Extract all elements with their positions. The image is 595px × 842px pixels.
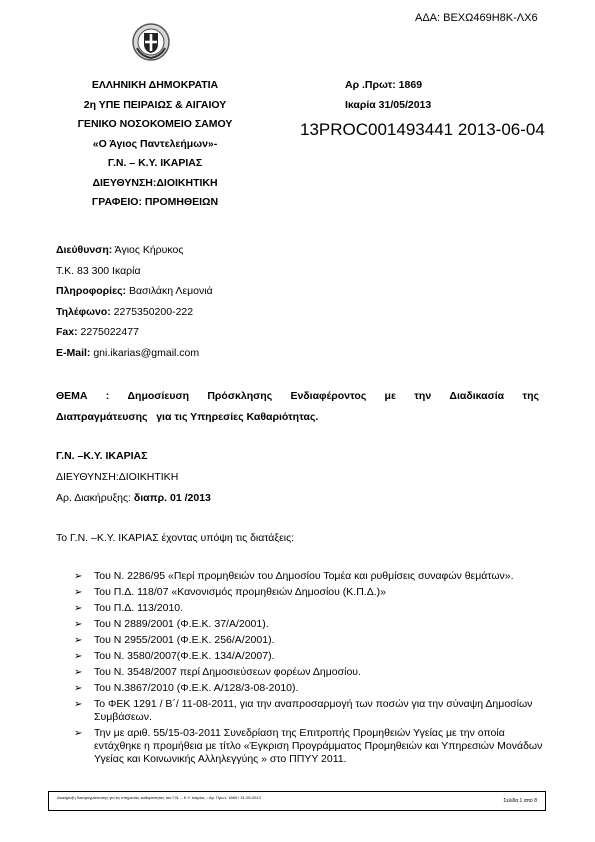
page-footer: [48, 791, 546, 811]
arrow-bullet-icon: ➢: [74, 635, 83, 646]
arrow-bullet-icon: ➢: [74, 603, 83, 614]
list-item: [74, 666, 544, 679]
fax-label: Fax:: [56, 326, 78, 339]
notice-value: διαπρ. 01 /2013: [130, 492, 211, 504]
address-label: Διεύθυνση:: [56, 244, 113, 256]
meta-directorate: ΔΙΕΥΘΥΝΣΗ:ΔΙΟΙΚΗΤΙΚΗ: [56, 471, 179, 483]
list-item: [74, 586, 544, 599]
email-value[interactable]: gni.ikarias@gmail.com: [90, 346, 200, 359]
ada-code: ΑΔΑ: ΒΕΧΩ469Η8Κ-ΛΧ6: [415, 12, 538, 24]
info-label: Πληροφορίες:: [56, 285, 127, 298]
fax-row: [56, 322, 213, 343]
arrow-bullet-icon: ➢: [74, 651, 83, 662]
email-row: [56, 343, 213, 364]
address-row: [56, 240, 213, 261]
arrow-bullet-icon: ➢: [74, 587, 83, 598]
contact-block: [56, 240, 213, 364]
notice-label: Αρ. Διακήρυξης:: [56, 492, 131, 504]
provision-text: Το ΦΕΚ 1291 / Β΄/ 11-08-2011, για την αναπροσαρμογή των ποσών για την σύναψη Δημοσίων Συμβάσεων.: [94, 698, 533, 723]
arrow-bullet-icon: ➢: [74, 699, 83, 710]
subject-word: Πρόσκλησης: [207, 390, 273, 402]
footer-text: Διακήρυξη διαπραγμάτευσης για τις υπηρεσίες καθαριότητας του Γ.Ν. – Κ.Υ. Ικαρίας – Αρ. Πρωτ. 1869 / 31-05-2013: [57, 795, 261, 800]
meta-org: Γ.Ν. –Κ.Υ. ΙΚΑΡΙΑΣ: [56, 450, 148, 462]
subject-line-1: [56, 386, 539, 407]
provision-text: Του Ν. 2286/95 «Περί προμηθειών του Δημοσίου Τομέα και ρυθμίσεις συναφών θεμάτων».: [94, 570, 514, 582]
subject-word: Ενδιαφέροντος: [290, 390, 367, 402]
provision-text: Του Ν 2889/2001 (Φ.Ε.Κ. 37/Α/2001).: [94, 618, 269, 630]
protocol-code: 13PROC001493441 2013-06-04: [300, 120, 545, 139]
org-line: 2η ΥΠΕ ΠΕΙΡΑΙΩΣ & ΑΙΓΑΙΟΥ: [83, 98, 227, 111]
arrow-bullet-icon: ➢: [74, 728, 83, 739]
org-line: «Ο Άγιος Παντελεήμων»-: [92, 137, 218, 150]
postal-row: Τ.Κ. 83 300 Ικαρία: [56, 264, 141, 277]
footer-page-number: Σελίδα 1 από 8: [503, 798, 537, 804]
coat-of-arms-icon: [131, 22, 171, 62]
place-date: Ικαρία 31/05/2013: [345, 98, 432, 111]
provisions-list: [74, 570, 544, 769]
subject-word: με: [384, 390, 396, 402]
provision-text: Την με αριθ. 55/15-03-2011 Συνεδρίαση της Επιτροπής Προμηθειών Υγείας με την οποία εντάχθηκε η προμήθεια με τίτλο «Έγκριση Προγράμματος Προμηθειών και Υπηρεσιών Μονάδων Υγείας και Κοινωνικής Αλληλεγγύης » στο ΠΠΥΥ 2011.: [94, 727, 543, 765]
org-line: ΓΕΝΙΚΟ ΝΟΣΟΚΟΜΕΙΟ ΣΑΜΟΥ: [77, 118, 233, 130]
subject-word: Δημοσίευση: [127, 390, 190, 402]
list-item: [74, 618, 544, 631]
provision-text: Του Ν 2955/2001 (Φ.Ε.Κ. 256/Α/2001).: [94, 634, 275, 646]
phone-row: [56, 302, 213, 323]
list-item: [74, 602, 544, 615]
fax-value: 2275022477: [77, 326, 139, 339]
organization-header: [40, 76, 270, 213]
org-line: Γ.Ν. – Κ.Υ. ΙΚΑΡΙΑΣ: [107, 157, 203, 169]
provision-text: Του Ν. 3580/2007(Φ.Ε.Κ. 134/Α/2007).: [94, 650, 275, 662]
provision-text: Του Ν. 3548/2007 περί Δημοσιεύσεων φορέων Δημοσίου.: [94, 666, 361, 678]
org-line: ΓΡΑΦΕΙΟ: ΠΡΟΜΗΘΕΙΩΝ: [91, 196, 219, 208]
subject-line-2: Διαπραγμάτευσης για τις Υπηρεσίες Καθαριότητας.: [56, 411, 319, 423]
subject-word: την: [414, 390, 432, 402]
subject-block: [56, 386, 539, 428]
notice-number-row: [56, 488, 211, 509]
subject-word: της: [522, 390, 539, 402]
list-item: [74, 634, 544, 647]
intro-text: Το Γ.Ν. –Κ.Υ. ΙΚΑΡΙΑΣ έχοντας υπόψη τις διατάξεις:: [56, 532, 295, 544]
list-item: [74, 727, 544, 766]
arrow-bullet-icon: ➢: [74, 619, 83, 630]
org-line: ΕΛΛΗΝΙΚΗ ΔΗΜΟΚΡΑΤΙΑ: [91, 79, 219, 91]
info-row: [56, 281, 213, 302]
org-line: ΔΙΕΥΘΥΝΣΗ:ΔΙΟΙΚΗΤΙΚΗ: [92, 176, 218, 189]
email-label: E-Mail:: [56, 346, 91, 359]
list-item: [74, 570, 544, 583]
protocol-block: [345, 76, 431, 115]
list-item: [74, 650, 544, 663]
address-value: Άγιος Κήρυκος: [112, 244, 184, 256]
provision-text: Του Π.Δ. 118/07 «Κανονισμός προμηθειών Δημοσίου (Κ.Π.Δ.)»: [94, 586, 386, 598]
provision-text: Του Ν.3867/2010 (Φ.Ε.Κ. Α/128/3-08-2010).: [94, 682, 299, 694]
arrow-bullet-icon: ➢: [74, 571, 83, 582]
subject-word: ΘΕΜΑ: [56, 390, 88, 402]
arrow-bullet-icon: ➢: [74, 683, 83, 694]
subject-word: Διαδικασία: [449, 390, 505, 402]
phone-label: Τηλέφωνο:: [56, 305, 111, 318]
protocol-number: Αρ .Πρωτ: 1869: [345, 79, 423, 91]
phone-value: 2275350200-222: [110, 305, 194, 318]
list-item: [74, 682, 544, 695]
notice-meta: [56, 446, 211, 509]
arrow-bullet-icon: ➢: [74, 667, 83, 678]
provision-text: Του Π.Δ. 113/2010.: [94, 602, 184, 614]
subject-word: :: [105, 390, 110, 402]
info-value: Βασιλάκη Λεμονιά: [126, 285, 213, 298]
list-item: [74, 698, 544, 724]
